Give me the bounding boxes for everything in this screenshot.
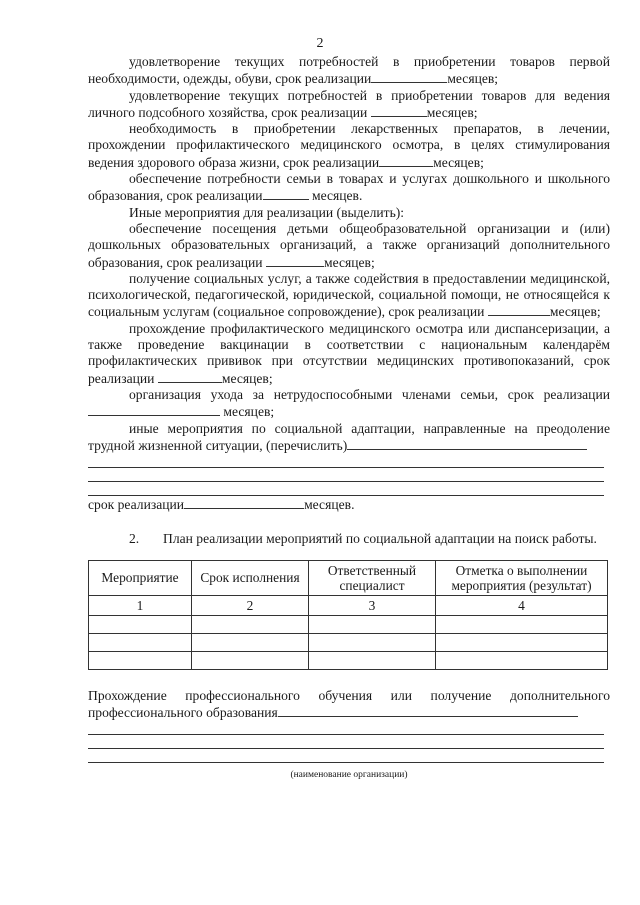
blank-field[interactable] (347, 437, 587, 450)
blank-field[interactable] (278, 704, 578, 717)
table-cell[interactable] (436, 633, 608, 651)
paragraph-10: иные мероприятия по социальной адаптации, направленные на преодоление трудной жизненной ситуации, (перечислить) (88, 420, 610, 453)
paragraph-2: удовлетворение текущих потребностей в приобретении товаров для ведения личного подсобного хозяйства, срок реализации месяцев; (88, 87, 610, 120)
document-body (88, 54, 610, 784)
blank-field[interactable] (263, 187, 309, 200)
organization-caption: (наименование организации) (290, 770, 408, 781)
table-header-row (89, 560, 608, 595)
table-cell[interactable] (192, 633, 309, 651)
column-header: Ответственный специалист (309, 560, 436, 595)
section-2-heading: 2. План реализации мероприятий по социальной адаптации на поиск работы. (129, 531, 597, 547)
page-number: 2 (316, 36, 324, 51)
column-number: 3 (309, 595, 436, 615)
table-cell[interactable] (309, 633, 436, 651)
table-cell[interactable] (309, 651, 436, 669)
paragraph-1: удовлетворение текущих потребностей в приобретении товаров первой необходимости, одежды, обуви, срок реализации месяцев; (88, 54, 610, 87)
table-row (89, 651, 608, 669)
paragraph-3: необходимость в приобретении лекарственных препаратов, в лечении, прохождении профилактического медицинского осмотра, в целях стимулирования ведения здорового образа жизни, срок реализации месяцев; (88, 121, 610, 170)
table-cell[interactable] (436, 615, 608, 633)
table-cell[interactable] (192, 615, 309, 633)
table-row (89, 615, 608, 633)
column-number: 2 (192, 595, 309, 615)
blank-line[interactable] (88, 468, 604, 482)
blank-line[interactable] (88, 749, 604, 763)
blank-line[interactable] (88, 482, 604, 496)
blank-field[interactable] (184, 496, 304, 509)
paragraph-6: обеспечение посещения детьми общеобразовательной организации и (или) дошкольных образовательных организаций, а также организаций дополнительного образования, срок реализации месяцев; (88, 220, 610, 270)
plan-table (88, 560, 608, 670)
table-row (89, 633, 608, 651)
blank-field[interactable] (488, 303, 550, 316)
column-number: 4 (436, 595, 608, 615)
table-cell[interactable] (89, 615, 192, 633)
blank-line[interactable] (88, 735, 604, 749)
blank-line[interactable] (88, 721, 604, 735)
table-cell[interactable] (309, 615, 436, 633)
table-cell[interactable] (89, 651, 192, 669)
blank-field[interactable] (371, 70, 447, 83)
column-header: Мероприятие (89, 560, 192, 595)
blank-field[interactable] (158, 370, 222, 383)
table-cell[interactable] (436, 651, 608, 669)
paragraph-4: обеспечение потребности семьи в товарах и услугах дошкольного и школьного образования, срок реализации месяцев. (88, 171, 610, 204)
blank-field[interactable] (379, 154, 433, 167)
column-number: 1 (89, 595, 192, 615)
paragraph-11: срок реализации месяцев. (88, 497, 355, 513)
paragraph-7: получение социальных услуг, а также содействия в предоставлении медицинской, психологической, педагогической, юридической, социальной помощи, не относящейся к социальным услугам (социальное сопровождение), срок реализации месяцев; (88, 270, 610, 320)
blank-line[interactable] (88, 454, 604, 468)
column-header: Срок исполнения (192, 560, 309, 595)
blank-field[interactable] (371, 104, 427, 117)
paragraph-9: организация ухода за нетрудоспособными членами семьи, срок реализации месяцев; (88, 387, 610, 421)
paragraph-5: Иные мероприятия для реализации (выделить): (129, 204, 405, 220)
table-cell[interactable] (192, 651, 309, 669)
column-header: Отметка о выполнении мероприятия (результат) (436, 560, 608, 595)
table-number-row (89, 595, 608, 615)
blank-field[interactable] (88, 403, 220, 416)
table-cell[interactable] (89, 633, 192, 651)
blank-field[interactable] (266, 254, 324, 267)
training-paragraph: Прохождение профессионального обучения или получение дополнительного профессионального образования (88, 687, 610, 721)
paragraph-8: прохождение профилактического медицинского осмотра или диспансеризации, а также проведение вакцинации в соответствии с национальным календарём профилактических прививок при отсутствии медицинских противопоказаний, срок реализации месяцев; (88, 320, 610, 386)
